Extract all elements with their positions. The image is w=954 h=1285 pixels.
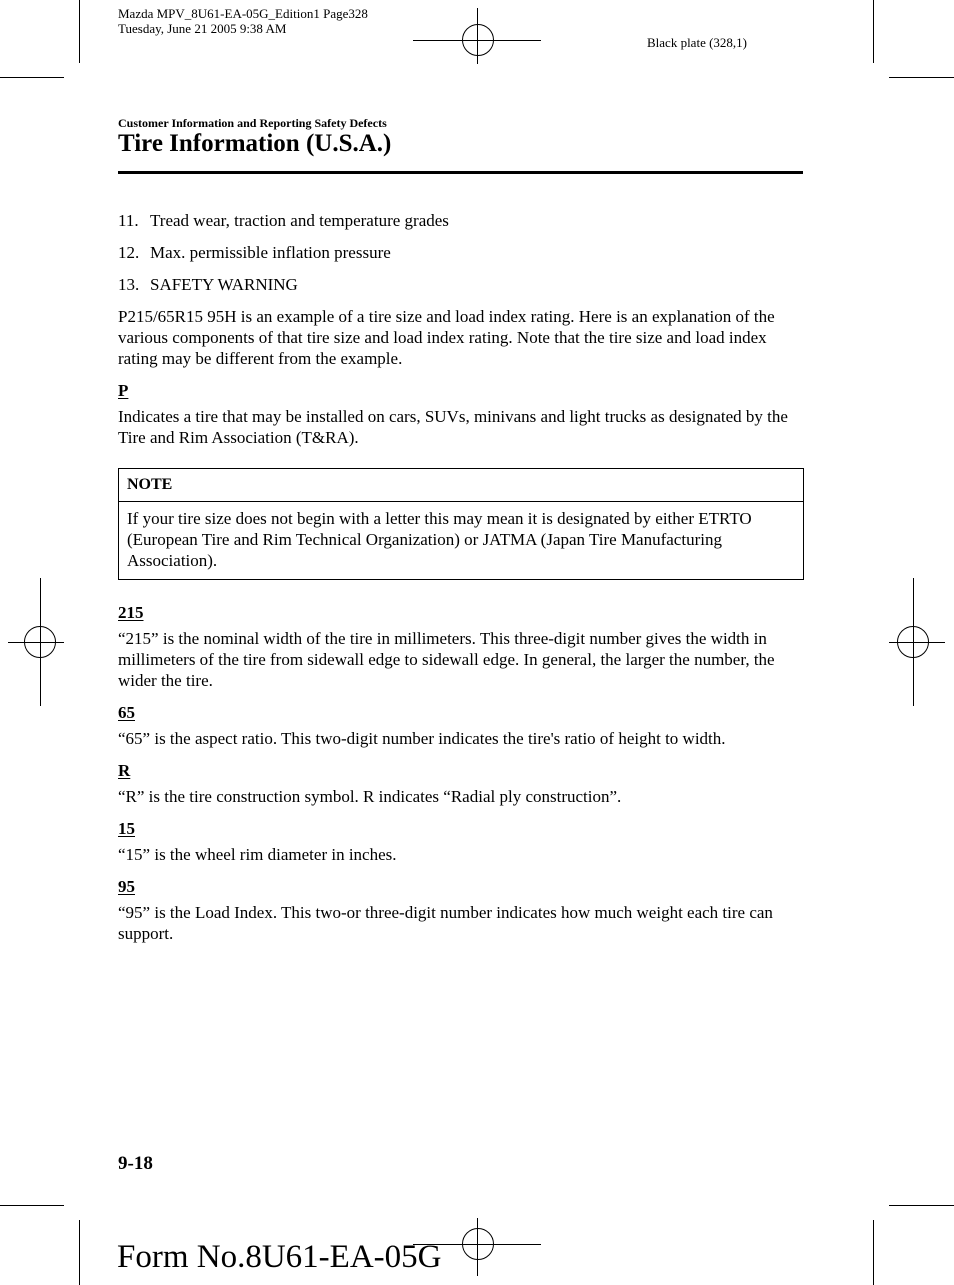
section-text-15: “15” is the wheel rim diameter in inches. (118, 845, 397, 864)
list-item-number: 13. (118, 275, 140, 294)
section-heading-r: R (118, 761, 131, 780)
page-number: 9-18 (118, 1153, 153, 1174)
section-text-r: “R” is the tire construction symbol. R indicates “Radial ply construction”. (118, 787, 622, 806)
section-text-65: “65” is the aspect ratio. This two-digit number indicates the tire's ratio of height to width. (118, 729, 726, 748)
registration-line (8, 642, 64, 643)
list-item (118, 274, 804, 295)
title-rule (118, 171, 803, 174)
registration-line (477, 1218, 478, 1276)
list-item-text: Max. permissible inflation pressure (150, 243, 391, 262)
crop-mark (0, 77, 64, 78)
list-item-text: SAFETY WARNING (150, 275, 298, 294)
list-item-text: Tread wear, traction and temperature grades (150, 211, 449, 230)
crop-mark (873, 1220, 874, 1285)
form-number: Form No.8U61-EA-05G (117, 1239, 442, 1275)
note-box (118, 468, 804, 580)
print-info-date: Tuesday, June 21 2005 9:38 AM (118, 20, 287, 36)
crop-mark (0, 1205, 64, 1206)
section-text-95: “95” is the Load Index. This two-or three-digit number indicates how much weight each tire can support. (118, 903, 773, 943)
section-heading-15: 15 (118, 819, 135, 838)
list-item-number: 11. (118, 211, 139, 230)
list-item-number: 12. (118, 243, 140, 262)
registration-line (477, 8, 478, 64)
main-content (118, 210, 804, 955)
section-text-215: “215” is the nominal width of the tire in millimeters. This three-digit number gives the width in millimeters of the tire from sidewall edge to sidewall edge. In general, the larger the number, the wider the tire. (118, 629, 775, 690)
registration-line (913, 578, 914, 706)
intro-paragraph: P215/65R15 95H is an example of a tire size and load index rating. Here is an explanation of the various components of that tire size and load index rating. Note that the tire size and load index rating may be different from the example. (118, 307, 775, 368)
crop-mark (889, 77, 954, 78)
print-info-file: Mazda MPV_8U61-EA-05G_Edition1 Page328 (118, 6, 368, 21)
list-item (118, 242, 804, 263)
section-heading-95: 95 (118, 877, 135, 896)
page-title: Tire Information (U.S.A.) (118, 130, 392, 157)
print-info (118, 7, 368, 36)
crop-mark (79, 0, 80, 63)
registration-line (889, 642, 945, 643)
crop-mark (79, 1220, 80, 1285)
section-heading-p: P (118, 381, 129, 400)
note-heading: NOTE (119, 469, 803, 502)
section-heading-215: 215 (118, 603, 144, 622)
list-item (118, 210, 804, 231)
crop-mark (889, 1205, 954, 1206)
section-text-p: Indicates a tire that may be installed on cars, SUVs, minivans and light trucks as designated by the Tire and Rim Association (T&RA). (118, 407, 788, 447)
plate-info: Black plate (328,1) (647, 35, 747, 50)
section-label: Customer Information and Reporting Safety Defects (118, 116, 387, 130)
registration-line (40, 578, 41, 706)
section-heading-65: 65 (118, 703, 135, 722)
note-text: If your tire size does not begin with a letter this may mean it is designated by either ETRTO (European Tire and Rim Technical Organization) or JATMA (Japan Tire Manufacturing Association). (127, 509, 752, 570)
crop-mark (873, 0, 874, 63)
